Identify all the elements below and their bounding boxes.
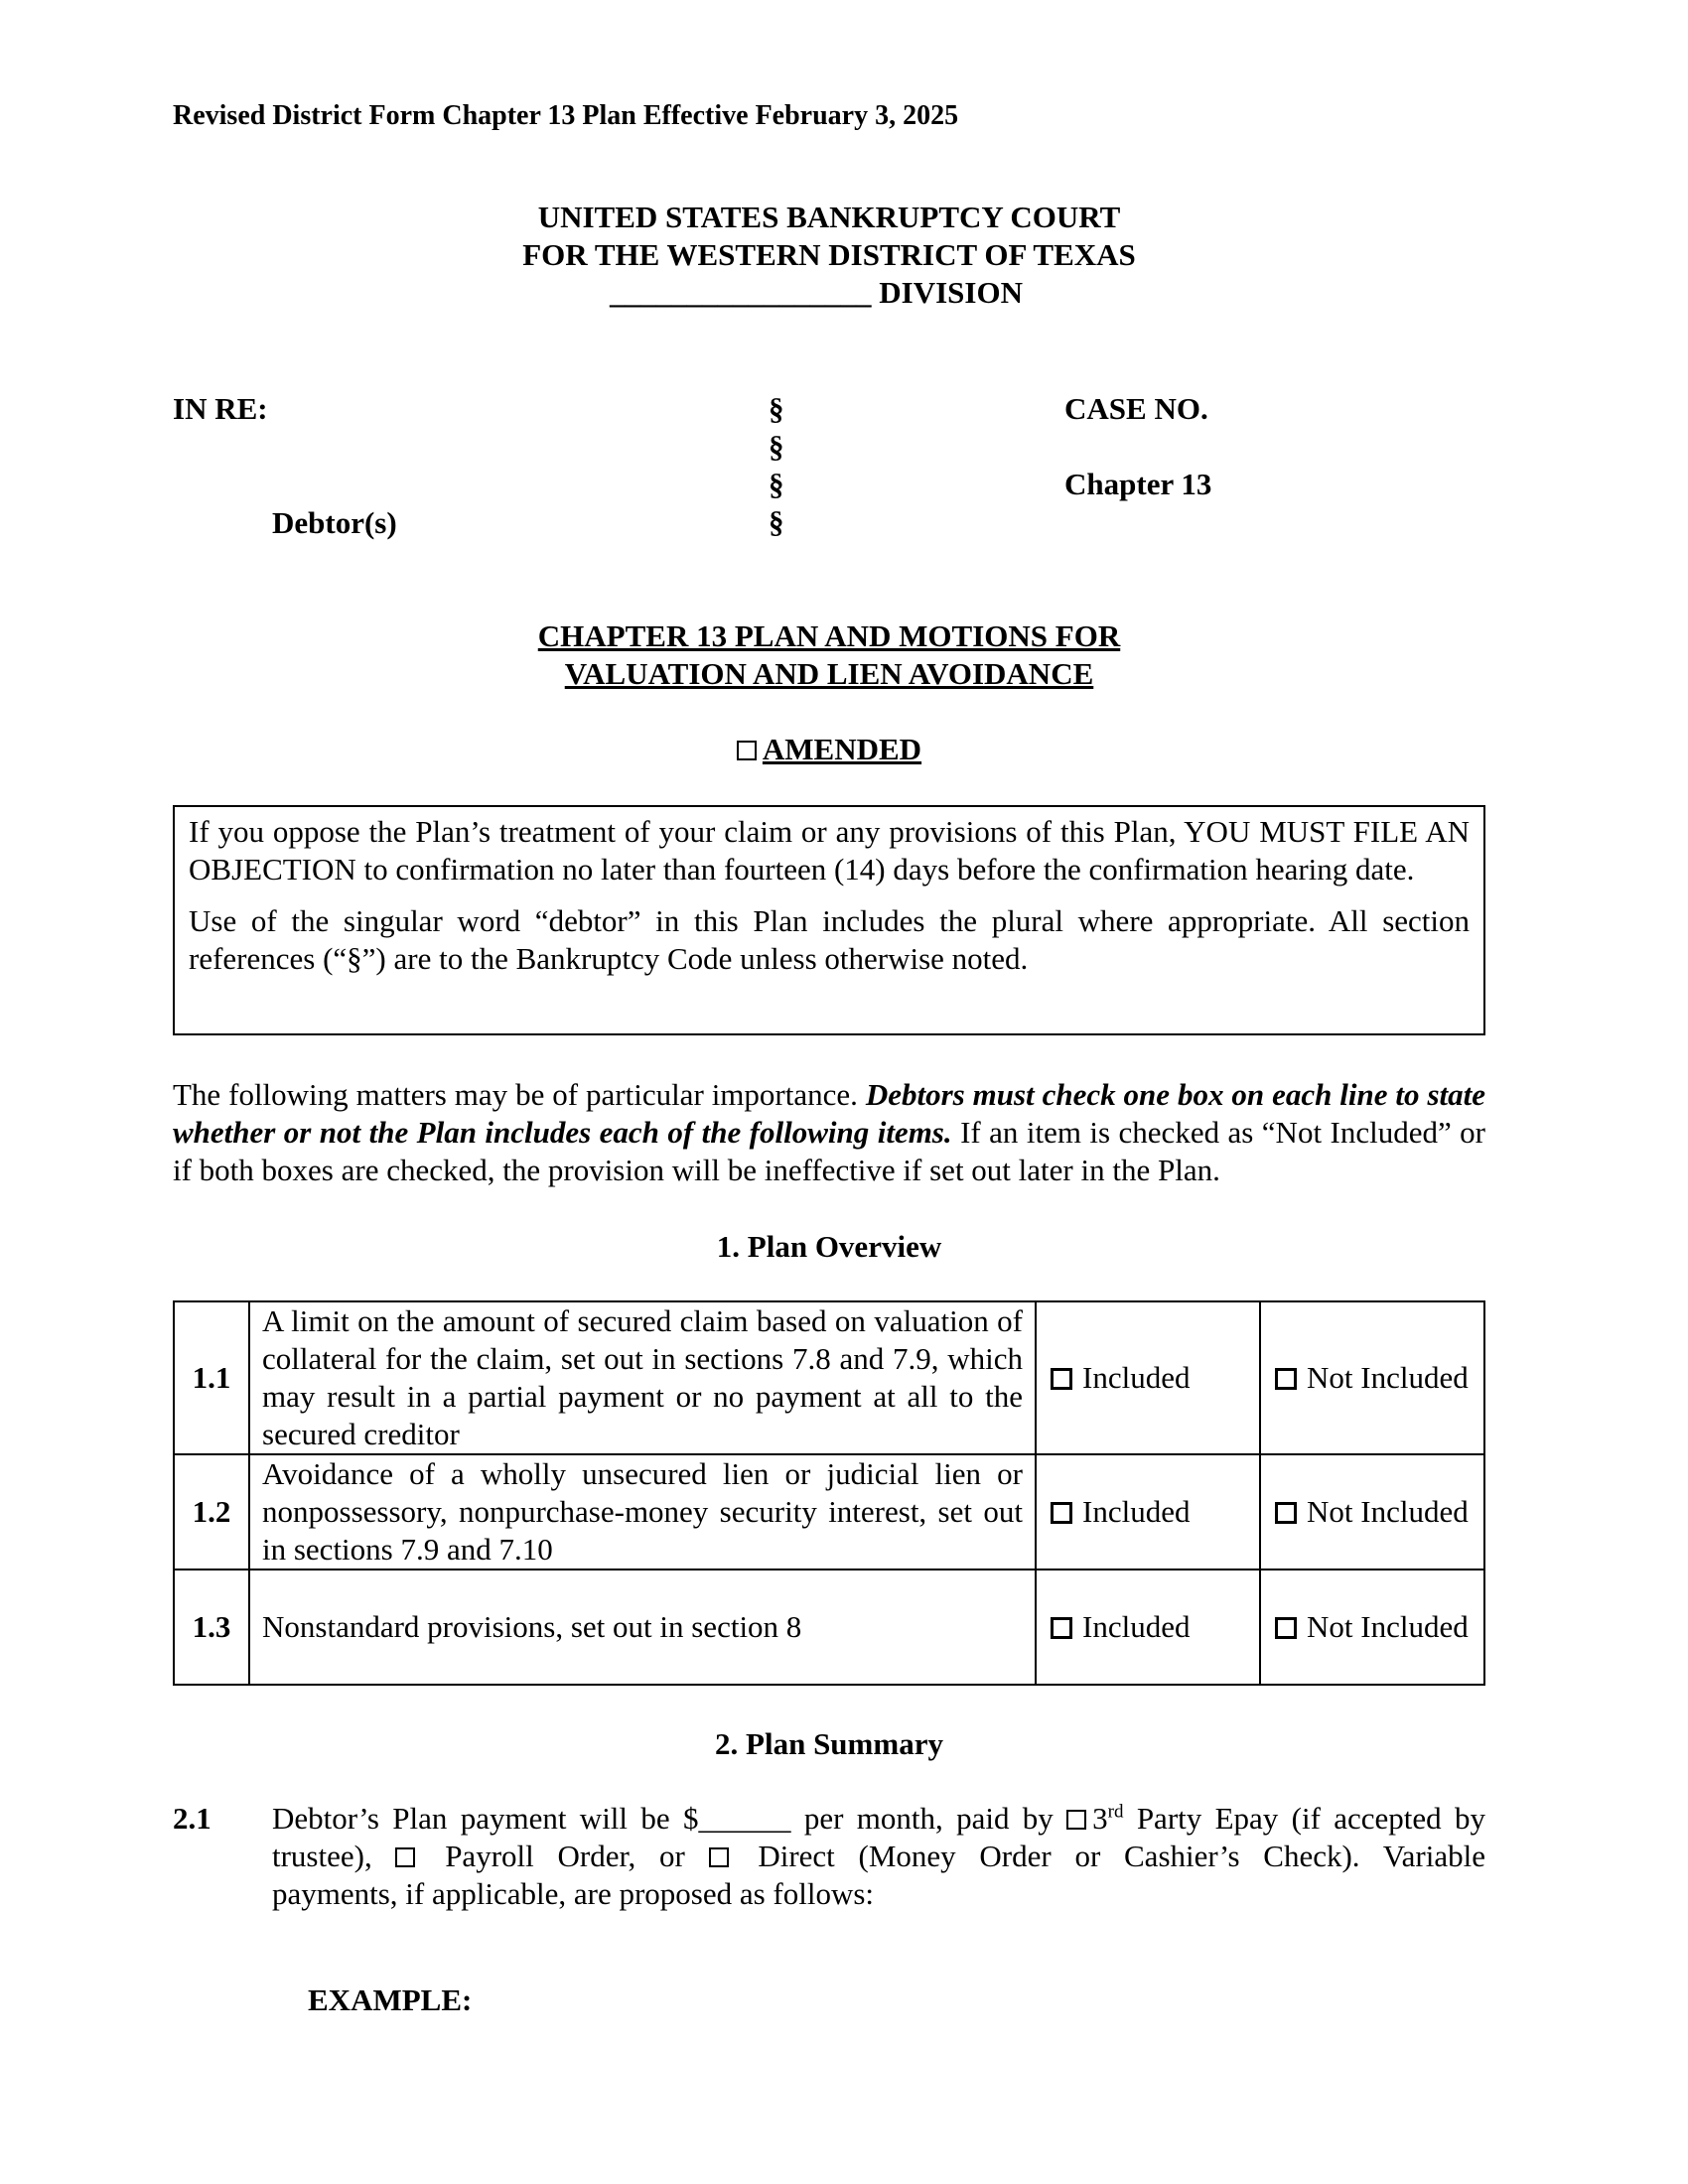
- section-2-heading: 2. Plan Summary: [715, 1726, 943, 1761]
- not-included-checkbox[interactable]: [1275, 1368, 1297, 1390]
- amended-checkbox[interactable]: [737, 741, 757, 760]
- not-included-checkbox[interactable]: [1275, 1617, 1297, 1639]
- included-option[interactable]: [1036, 1454, 1260, 1570]
- included-checkbox[interactable]: [1051, 1617, 1072, 1639]
- amended-label: AMENDED: [762, 732, 922, 766]
- included-checkbox[interactable]: [1051, 1368, 1072, 1390]
- intro-tail: If an item is checked as “Not Included” or if both boxes are checked, the provision will be ineffective if set out later in the Plan.: [173, 1115, 1485, 1187]
- payment-line-3: payments, if applicable, are proposed as follows:: [272, 1876, 875, 1911]
- included-option[interactable]: [1036, 1301, 1260, 1454]
- row-description: Avoidance of a wholly unsecured lien or judicial lien or nonpossessory, nonpurchase-money security interest, set out in sections 7.9 and 7.10: [249, 1454, 1036, 1570]
- section-sign: §: [769, 504, 784, 539]
- included-option[interactable]: [1036, 1570, 1260, 1685]
- division-label: DIVISION: [879, 275, 1023, 310]
- case-no-label: CASE NO.: [1064, 391, 1208, 426]
- intro-emphasis: Debtors must check one box on each line to state whether or not the Plan includes each of the following items.: [173, 1077, 1485, 1150]
- plan-title-line2: VALUATION AND LIEN AVOIDANCE: [564, 656, 1094, 691]
- payment-line-1: [272, 1800, 1485, 1838]
- objection-notice-box: [173, 805, 1485, 1035]
- section-sign: §: [769, 467, 784, 501]
- plan-title-line1: CHAPTER 13 PLAN AND MOTIONS FOR: [537, 618, 1121, 653]
- row-description: Nonstandard provisions, set out in section 8: [249, 1570, 1036, 1685]
- row-number: 1.3: [174, 1570, 249, 1685]
- row-number: 1.2: [174, 1454, 249, 1570]
- payment-text-b: 3: [1092, 1801, 1108, 1836]
- division-line: [610, 274, 1023, 312]
- not-included-option[interactable]: [1260, 1570, 1484, 1685]
- included-label: Included: [1082, 1494, 1191, 1529]
- not-included-label: Not Included: [1307, 1494, 1469, 1529]
- section-sign: §: [769, 429, 784, 464]
- row-number: 1.1: [174, 1301, 249, 1454]
- included-label: Included: [1082, 1609, 1191, 1644]
- example-label: EXAMPLE:: [308, 1982, 473, 2017]
- notice-paragraph-2: Use of the singular word “debtor” in this Plan includes the plural where appropriate. All section references (“§”) are to the Bankruptcy Code unless otherwise noted.: [189, 903, 1470, 976]
- table-row: [174, 1570, 1484, 1685]
- row-description: A limit on the amount of secured claim based on valuation of collateral for the claim, set out in sections 7.8 and 7.9, which may result in a partial payment or no payment at all to the secured creditor: [249, 1301, 1036, 1454]
- item-number-2-1: 2.1: [173, 1801, 211, 1836]
- plan-overview-table: [173, 1300, 1485, 1686]
- in-re-label: IN RE:: [173, 391, 268, 426]
- not-included-option[interactable]: [1260, 1301, 1484, 1454]
- form-title: Revised District Form Chapter 13 Plan Effective February 3, 2025: [173, 100, 959, 131]
- payment-text-c: Party Epay (if accepted by: [1123, 1801, 1485, 1836]
- included-label: Included: [1082, 1360, 1191, 1395]
- not-included-label: Not Included: [1307, 1609, 1469, 1644]
- payment-text-f: Direct (Money Order or Cashier’s Check). Variable: [734, 1839, 1485, 1873]
- chapter-label: Chapter 13: [1064, 467, 1212, 501]
- section-sign: §: [769, 391, 784, 426]
- payment-text-d: trustee),: [272, 1839, 396, 1873]
- section-1-heading: 1. Plan Overview: [716, 1229, 942, 1264]
- amended-option[interactable]: [173, 731, 1485, 768]
- payment-line-2: [272, 1838, 1485, 1875]
- not-included-option[interactable]: [1260, 1454, 1484, 1570]
- court-district: FOR THE WESTERN DISTRICT OF TEXAS: [522, 237, 1136, 272]
- payment-text-e: Payroll Order, or: [421, 1839, 709, 1873]
- notice-paragraph-1: If you oppose the Plan’s treatment of your claim or any provisions of this Plan, YOU MUST FILE AN OBJECTION to confirmation no later than fourteen (14) days before the confirmation hearing date.: [189, 814, 1470, 887]
- not-included-checkbox[interactable]: [1275, 1502, 1297, 1524]
- debtor-label: Debtor(s): [272, 505, 397, 540]
- intro-paragraph: [173, 1076, 1485, 1189]
- third-party-epay-checkbox[interactable]: [1066, 1810, 1086, 1830]
- ordinal-suffix: rd: [1107, 1801, 1124, 1823]
- not-included-label: Not Included: [1307, 1360, 1469, 1395]
- division-blank[interactable]: _________________: [610, 275, 872, 310]
- table-row: [174, 1301, 1484, 1454]
- included-checkbox[interactable]: [1051, 1502, 1072, 1524]
- direct-payment-checkbox[interactable]: [709, 1847, 729, 1867]
- table-row: [174, 1454, 1484, 1570]
- payment-text-a: Debtor’s Plan payment will be $______ per month, paid by: [272, 1801, 1067, 1836]
- intro-lead: The following matters may be of particular importance.: [173, 1077, 866, 1112]
- court-name: UNITED STATES BANKRUPTCY COURT: [537, 200, 1121, 234]
- payroll-order-checkbox[interactable]: [395, 1847, 415, 1867]
